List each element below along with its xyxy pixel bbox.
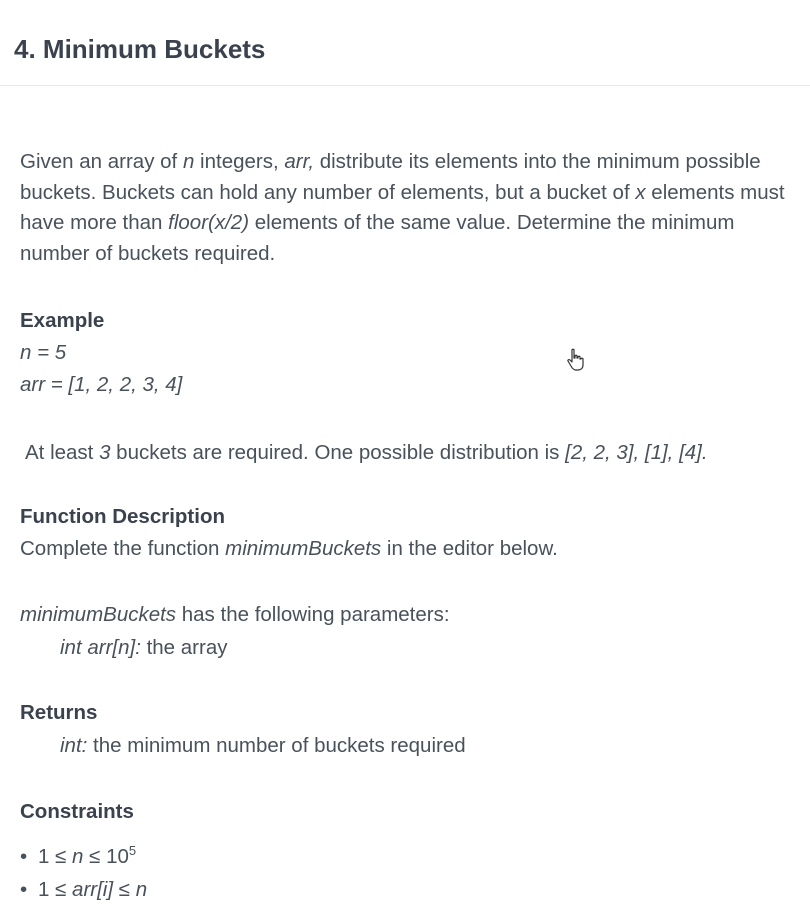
constraint-arr: • 1 ≤ arr[i] ≤ n [20, 873, 795, 906]
function-description-text: Complete the function minimumBuckets in the editor below. [20, 536, 558, 560]
var-arr: arr, [284, 150, 315, 173]
params-function-name: minimumBuckets [20, 603, 177, 626]
example-heading: Example [20, 309, 105, 332]
example-result: At least 3 buckets are required. One possible distribution is [2, 2, 3], [1], [4]. [25, 441, 708, 464]
example-n: n = 5 [20, 340, 67, 364]
bullet-icon: • [20, 844, 28, 868]
constraint-n: • $1 \le n \le 10^5$ [20, 840, 795, 873]
bucket-distribution: [2, 2, 3], [1], [4]. [565, 441, 708, 464]
hand-pointer-icon [566, 348, 586, 372]
constraints-heading: Constraints [20, 800, 134, 823]
return-type: int: [60, 733, 88, 757]
problem-description [20, 147, 795, 269]
example-arr: arr = [1, 2, 2, 3, 4] [20, 372, 183, 396]
parameters-intro: minimumBuckets has the following parameters: [20, 603, 450, 626]
var-x: x [635, 180, 646, 204]
parameters-section [20, 598, 795, 664]
param-type: int arr[n]: [60, 636, 141, 659]
var-floor: floor(x/2) [168, 211, 250, 234]
constraints-list [20, 840, 795, 906]
function-name: minimumBuckets [225, 536, 382, 560]
returns-text: int: the minimum number of buckets required [60, 733, 466, 757]
bullet-icon: • [20, 877, 28, 901]
parameter-arr: int arr[n]: the array [60, 636, 228, 659]
bucket-count: 3 [99, 441, 111, 464]
var-n: n [182, 150, 195, 173]
function-description-section [20, 502, 795, 564]
returns-section [20, 698, 795, 762]
problem-header [0, 0, 810, 86]
example-section [20, 306, 795, 401]
problem-title: 4. Minimum Buckets [14, 34, 266, 64]
function-description-heading: Function Description [20, 505, 225, 528]
constraints-section [20, 797, 795, 906]
description-paragraph: Given an array of n integers, arr, distribute its elements into the minimum possible buckets. Buckets can hold any number of elements, but a bucket of x elements must have more than floor(x/2) elements of the same value. Determine the minimum number of buckets required. [20, 150, 785, 265]
returns-heading: Returns [20, 701, 98, 724]
